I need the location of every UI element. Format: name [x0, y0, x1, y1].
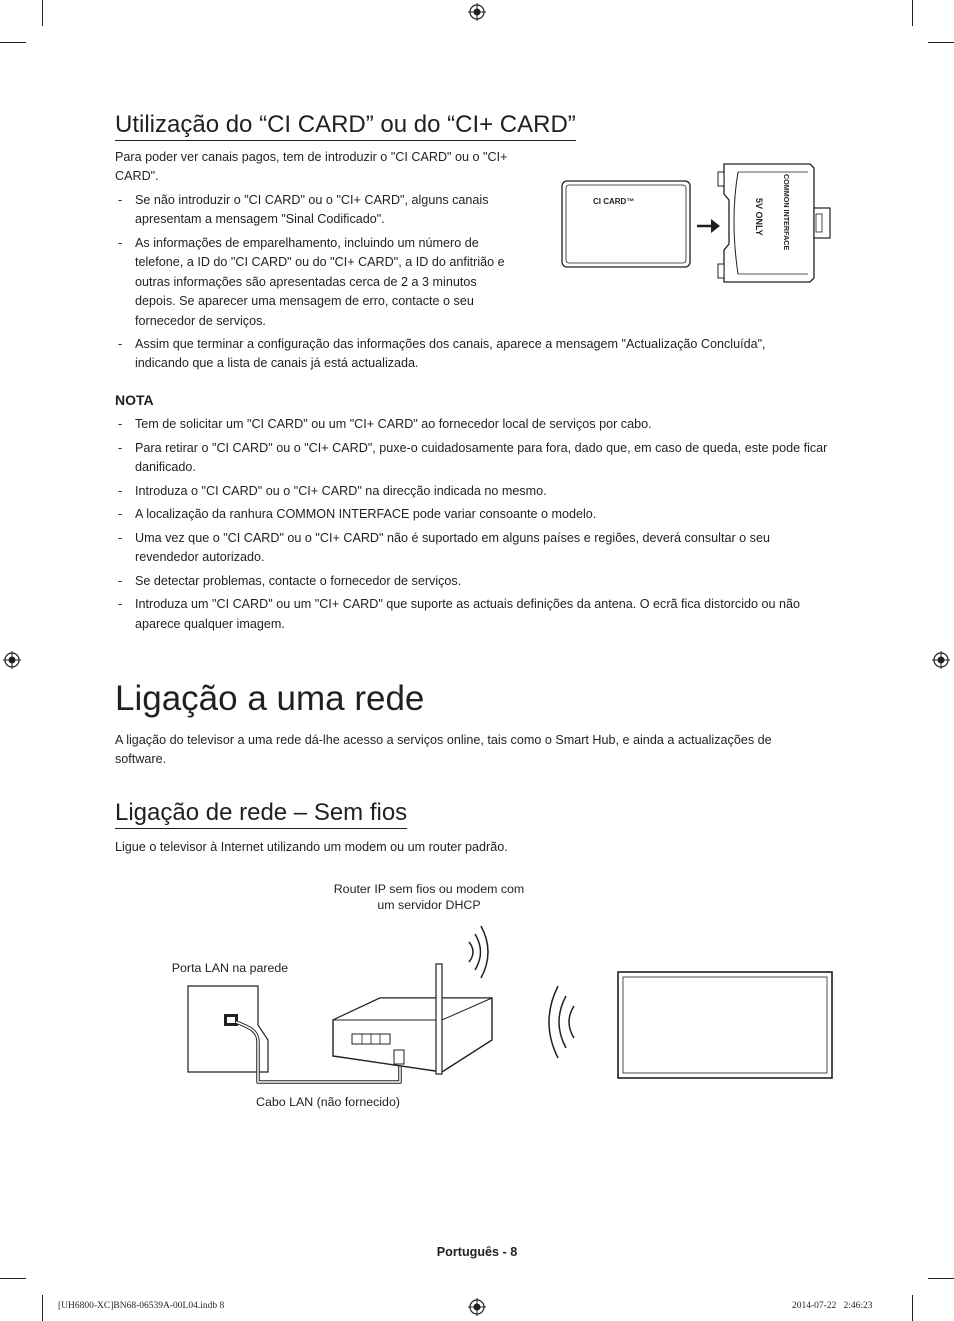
list-item: - Assim que terminar a configuração das informações dos canais, aparece a mensagem "Actualização Concluída", indicando que a lista de canais já está actualizada. [118, 337, 766, 371]
common-interface-label: COMMON INTERFACE [782, 174, 791, 251]
list-item: - A localização da ranhura COMMON INTERFACE pode variar consoante o modelo. [118, 507, 597, 522]
crop-mark [0, 1278, 26, 1279]
page-number: Português - 8 [436, 1245, 518, 1259]
common-interface-slot-icon [718, 164, 830, 282]
crop-mark [928, 42, 954, 43]
wifi-waves-icon [549, 986, 574, 1058]
ci-card-intro: Para poder ver canais pagos, tem de introduzir o "CI CARD" ou o "CI+ CARD". [115, 150, 508, 184]
list-item: - As informações de emparelhamento, incluindo um número de telefone, a ID do "CI CARD" ou do "CI+ CARD", a ID do anfitrião e outras informações são apresentadas cerca de 2 a 3 minutos depois. Se aparecer uma mensagem de erro, contacte o seu fornecedor de serviços. [118, 236, 505, 328]
ci-card-icon [562, 181, 690, 267]
ci-card-label: CI CARD™ [593, 197, 635, 206]
router-icon [333, 964, 492, 1074]
ci-card-section-title: Utilização do “CI CARD” ou do “CI+ CARD” [115, 111, 576, 141]
list-item: - Para retirar o "CI CARD" ou o "CI+ CARD", puxe-o cuidadosamente para fora, dado que, em caso de queda, este pode ficar danificado. [118, 440, 828, 474]
registration-mark-icon [468, 1298, 486, 1316]
5v-only-label: 5V ONLY [754, 198, 764, 236]
network-section-title: Ligação a uma rede [115, 679, 425, 718]
file-info: [UH6800-XC]BN68-06539A-00L04.indb 8 [58, 1301, 225, 1311]
list-item: - Introduza o "CI CARD" ou o "CI+ CARD" na direcção indicada no mesmo. [118, 483, 547, 498]
wifi-waves-icon [469, 926, 488, 978]
crop-mark [42, 1295, 43, 1321]
lan-cable-label: Cabo LAN (não fornecido) [256, 1095, 400, 1109]
wireless-network-diagram [180, 920, 840, 1090]
list-item: - Uma vez que o "CI CARD" ou o "CI+ CARD" não é suportado em alguns países e regiões, deverá consultar o seu revendedor autorizado. [118, 530, 770, 565]
registration-mark-icon [932, 651, 950, 669]
lan-port-icon [224, 1014, 238, 1026]
print-timestamp: 2014-07-22 2:46:23 [792, 1301, 873, 1311]
wireless-section-title: Ligação de rede – Sem fios [115, 799, 407, 829]
router-label: Router IP sem fios ou modem com um servidor DHCP [333, 882, 525, 912]
wall-port-label: Porta LAN na parede [171, 961, 289, 975]
ci-card-list [115, 191, 510, 335]
ci-card-illustration [558, 160, 842, 286]
arrow-right-icon [697, 219, 720, 233]
crop-mark [912, 1295, 913, 1321]
registration-mark-icon [468, 3, 486, 21]
ci-card-list-continued [115, 335, 815, 378]
crop-mark [912, 0, 913, 26]
note-heading: NOTA [115, 392, 154, 408]
network-intro: A ligação do televisor a uma rede dá-lhe acesso a serviços online, tais como o Smart Hub, e ainda a actualizações de software. [115, 733, 772, 767]
wireless-intro: Ligue o televisor à Internet utilizando um modem ou um router padrão. [115, 840, 508, 854]
antenna-icon [436, 964, 442, 1074]
list-item: - Introduza um "CI CARD" ou um "CI+ CARD" que suporte as actuais definições da antena. O ecrã fica distorcido ou não aparece qualquer imagem. [118, 597, 801, 631]
list-item: - Tem de solicitar um "CI CARD" ou um "CI+ CARD" ao fornecedor local de serviços por cabo. [118, 417, 652, 431]
registration-mark-icon [3, 651, 21, 669]
crop-mark [42, 0, 43, 26]
tv-icon [618, 972, 832, 1078]
wall-icon [188, 986, 268, 1072]
note-list [115, 415, 835, 638]
list-item: - Se não introduzir o "CI CARD" ou o "CI+ CARD", alguns canais apresentam a mensagem "Sinal Codificado". [118, 193, 489, 227]
crop-mark [928, 1278, 954, 1279]
list-item: - Se detectar problemas, contacte o fornecedor de serviços. [118, 573, 462, 588]
crop-mark [0, 42, 26, 43]
